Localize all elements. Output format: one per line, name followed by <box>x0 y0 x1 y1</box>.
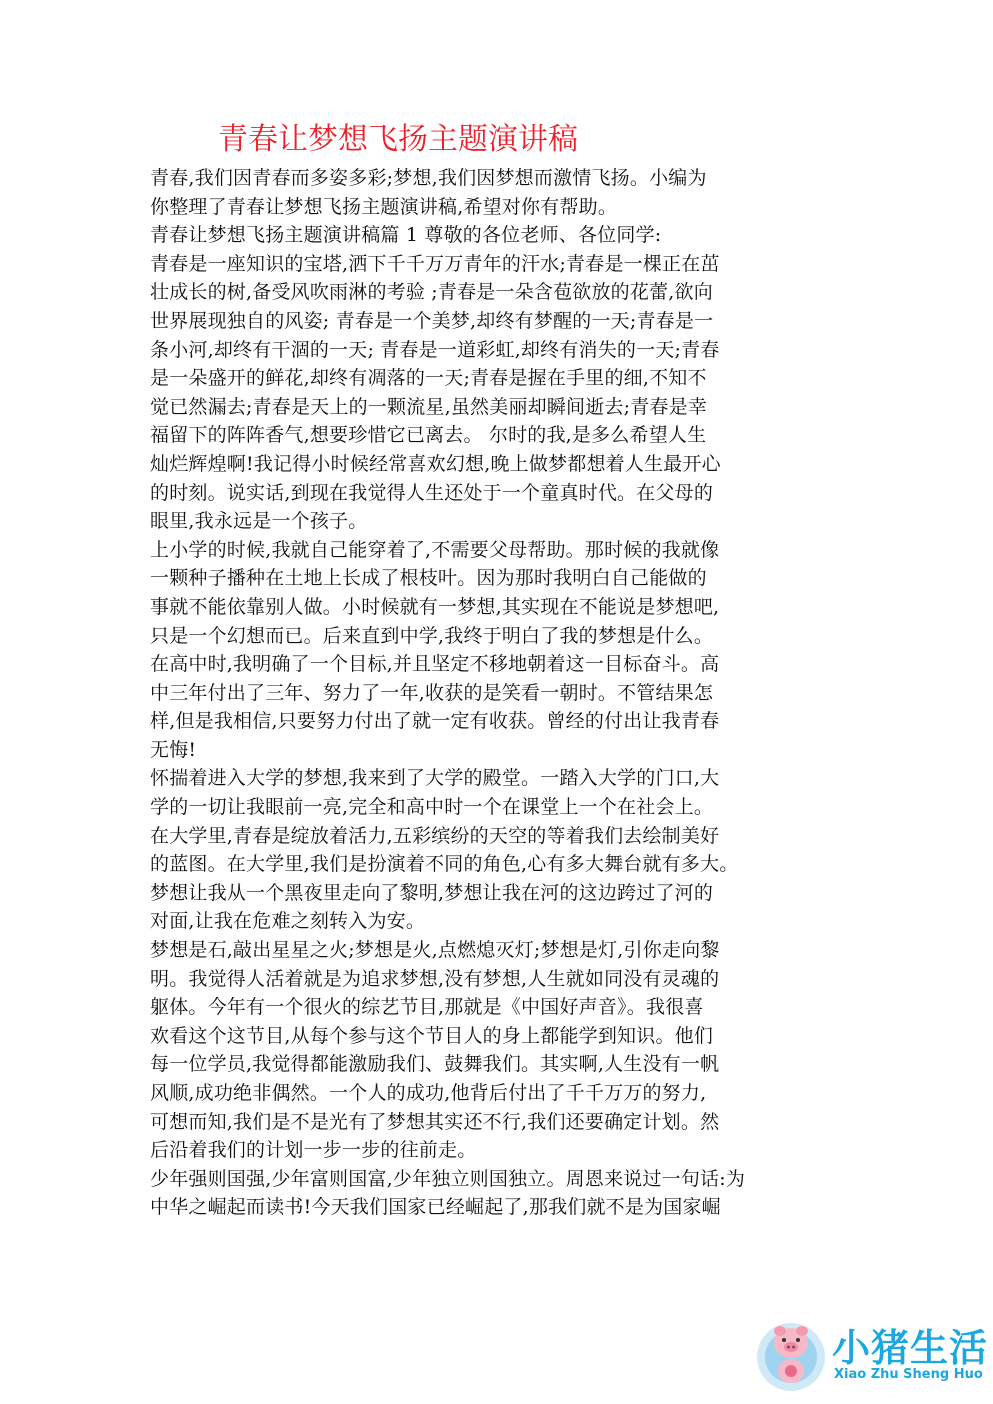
body-line: 梦想让我从一个黑夜里走向了黎明,梦想让我在河的这边跨过了河的 <box>150 881 714 904</box>
body-line: 每一位学员,我觉得都能激励我们、鼓舞我们。其实啊,人生没有一帆 <box>150 1053 720 1076</box>
body-line: 中三年付出了三年、努力了一年,收获的是笑看一朝时。不管结果怎 <box>150 681 714 704</box>
body-line: 梦想是石,敲出星星之火;梦想是火,点燃熄灭灯;梦想是灯,引你走向黎 <box>150 939 720 962</box>
body-line: 的蓝图。在大学里,我们是扮演着不同的角色,心有多大舞台就有多大。 <box>150 853 739 876</box>
body-line: 的时刻。说实话,到现在我觉得人生还处于一个童真时代。在父母的 <box>150 481 714 504</box>
body-line: 在高中时,我明确了一个目标,并且坚定不移地朝着这一目标奋斗。高 <box>150 653 720 676</box>
document-body <box>150 164 880 1222</box>
body-line: 无悔! <box>150 738 197 761</box>
body-line: 欢看这个这节目,从每个参与这个节目人的身上都能学到知识。他们 <box>150 1024 714 1047</box>
body-line: 是一朵盛开的鲜花,却终有凋落的一天;青春是握在手里的细,不知不 <box>150 367 707 390</box>
body-line: 条小河,却终有干涸的一天; 青春是一道彩虹,却终有消失的一天;青春 <box>150 338 720 361</box>
body-line: 少年强则国强,少年富则国富,少年独立则国独立。周恩来说过一句话:为 <box>150 1167 746 1190</box>
body-line: 后沿着我们的计划一步一步的往前走。 <box>150 1139 477 1162</box>
watermark-brand-name: 小猪生活 <box>832 1326 989 1370</box>
body-line: 中华之崛起而读书!今天我们国家已经崛起了,那我们就不是为国家崛 <box>150 1196 721 1219</box>
body-line: 你整理了青春让梦想飞扬主题演讲稿,希望对你有帮助。 <box>150 195 618 218</box>
document-title: 青春让梦想飞扬主题演讲稿 <box>218 122 578 157</box>
pig-mascot-icon <box>752 1313 830 1393</box>
body-line: 青春,我们因青春而多姿多彩;梦想,我们因梦想而激情飞扬。小编为 <box>150 167 707 189</box>
body-line: 怀揣着进入大学的梦想,我来到了大学的殿堂。一踏入大学的门口,大 <box>150 767 720 790</box>
body-line: 只是一个幻想而已。后来直到中学,我终于明白了我的梦想是什么。 <box>150 624 714 647</box>
body-line: 在大学里,青春是绽放着活力,五彩缤纷的天空的等着我们去绘制美好 <box>150 824 720 847</box>
body-line: 福留下的阵阵香气,想要珍惜它已离去。 尔时的我,是多么希望人生 <box>150 424 707 447</box>
body-line: 觉已然漏去;青春是天上的一颗流星,虽然美丽却瞬间逝去;青春是幸 <box>150 395 708 418</box>
body-line: 上小学的时候,我就自己能穿着了,不需要父母帮助。那时候的我就像 <box>150 538 720 561</box>
body-line: 明。我觉得人活着就是为追求梦想,没有梦想,人生就如同没有灵魂的 <box>150 967 720 990</box>
body-line: 世界展现独自的风姿; 青春是一个美梦,却终有梦醒的一天;青春是一 <box>150 309 714 332</box>
body-line: 风顺,成功绝非偶然。一个人的成功,他背后付出了千千万万的努力, <box>150 1082 707 1104</box>
body-line: 可想而知,我们是不是光有了梦想其实还不行,我们还要确定计划。然 <box>150 1110 720 1133</box>
body-line: 一颗种子播种在土地上长成了根枝叶。因为那时我明白自己能做的 <box>150 567 707 590</box>
body-line: 青春是一座知识的宝塔,洒下千千万万青年的汗水;青春是一棵正在茁 <box>150 252 720 275</box>
watermark-brand-subtitle: Xiao Zhu Sheng Huo <box>834 1367 983 1382</box>
body-line: 灿烂辉煌啊!我记得小时候经常喜欢幻想,晚上做梦都想着人生最开心 <box>150 452 721 475</box>
body-line: 壮成长的树,备受风吹雨淋的考验 ;青春是一朵含苞欲放的花蕾,欲向 <box>150 281 713 304</box>
body-line: 事就不能依靠别人做。小时候就有一梦想,其实现在不能说是梦想吧, <box>150 595 720 618</box>
body-line: 眼里,我永远是一个孩子。 <box>150 510 368 533</box>
body-line: 躯体。今年有一个很火的综艺节目,那就是《中国好声音》。我很喜 <box>150 996 704 1019</box>
body-line: 青春让梦想飞扬主题演讲稿篇 1 尊敬的各位老师、各位同学: <box>150 224 662 247</box>
body-line: 学的一切让我眼前一亮,完全和高中时一个在课堂上一个在社会上。 <box>150 796 714 819</box>
body-line: 对面,让我在危难之刻转入为安。 <box>150 910 426 933</box>
body-line: 样,但是我相信,只要努力付出了就一定有收获。曾经的付出让我青春 <box>150 710 720 733</box>
watermark-logo <box>752 1313 989 1393</box>
